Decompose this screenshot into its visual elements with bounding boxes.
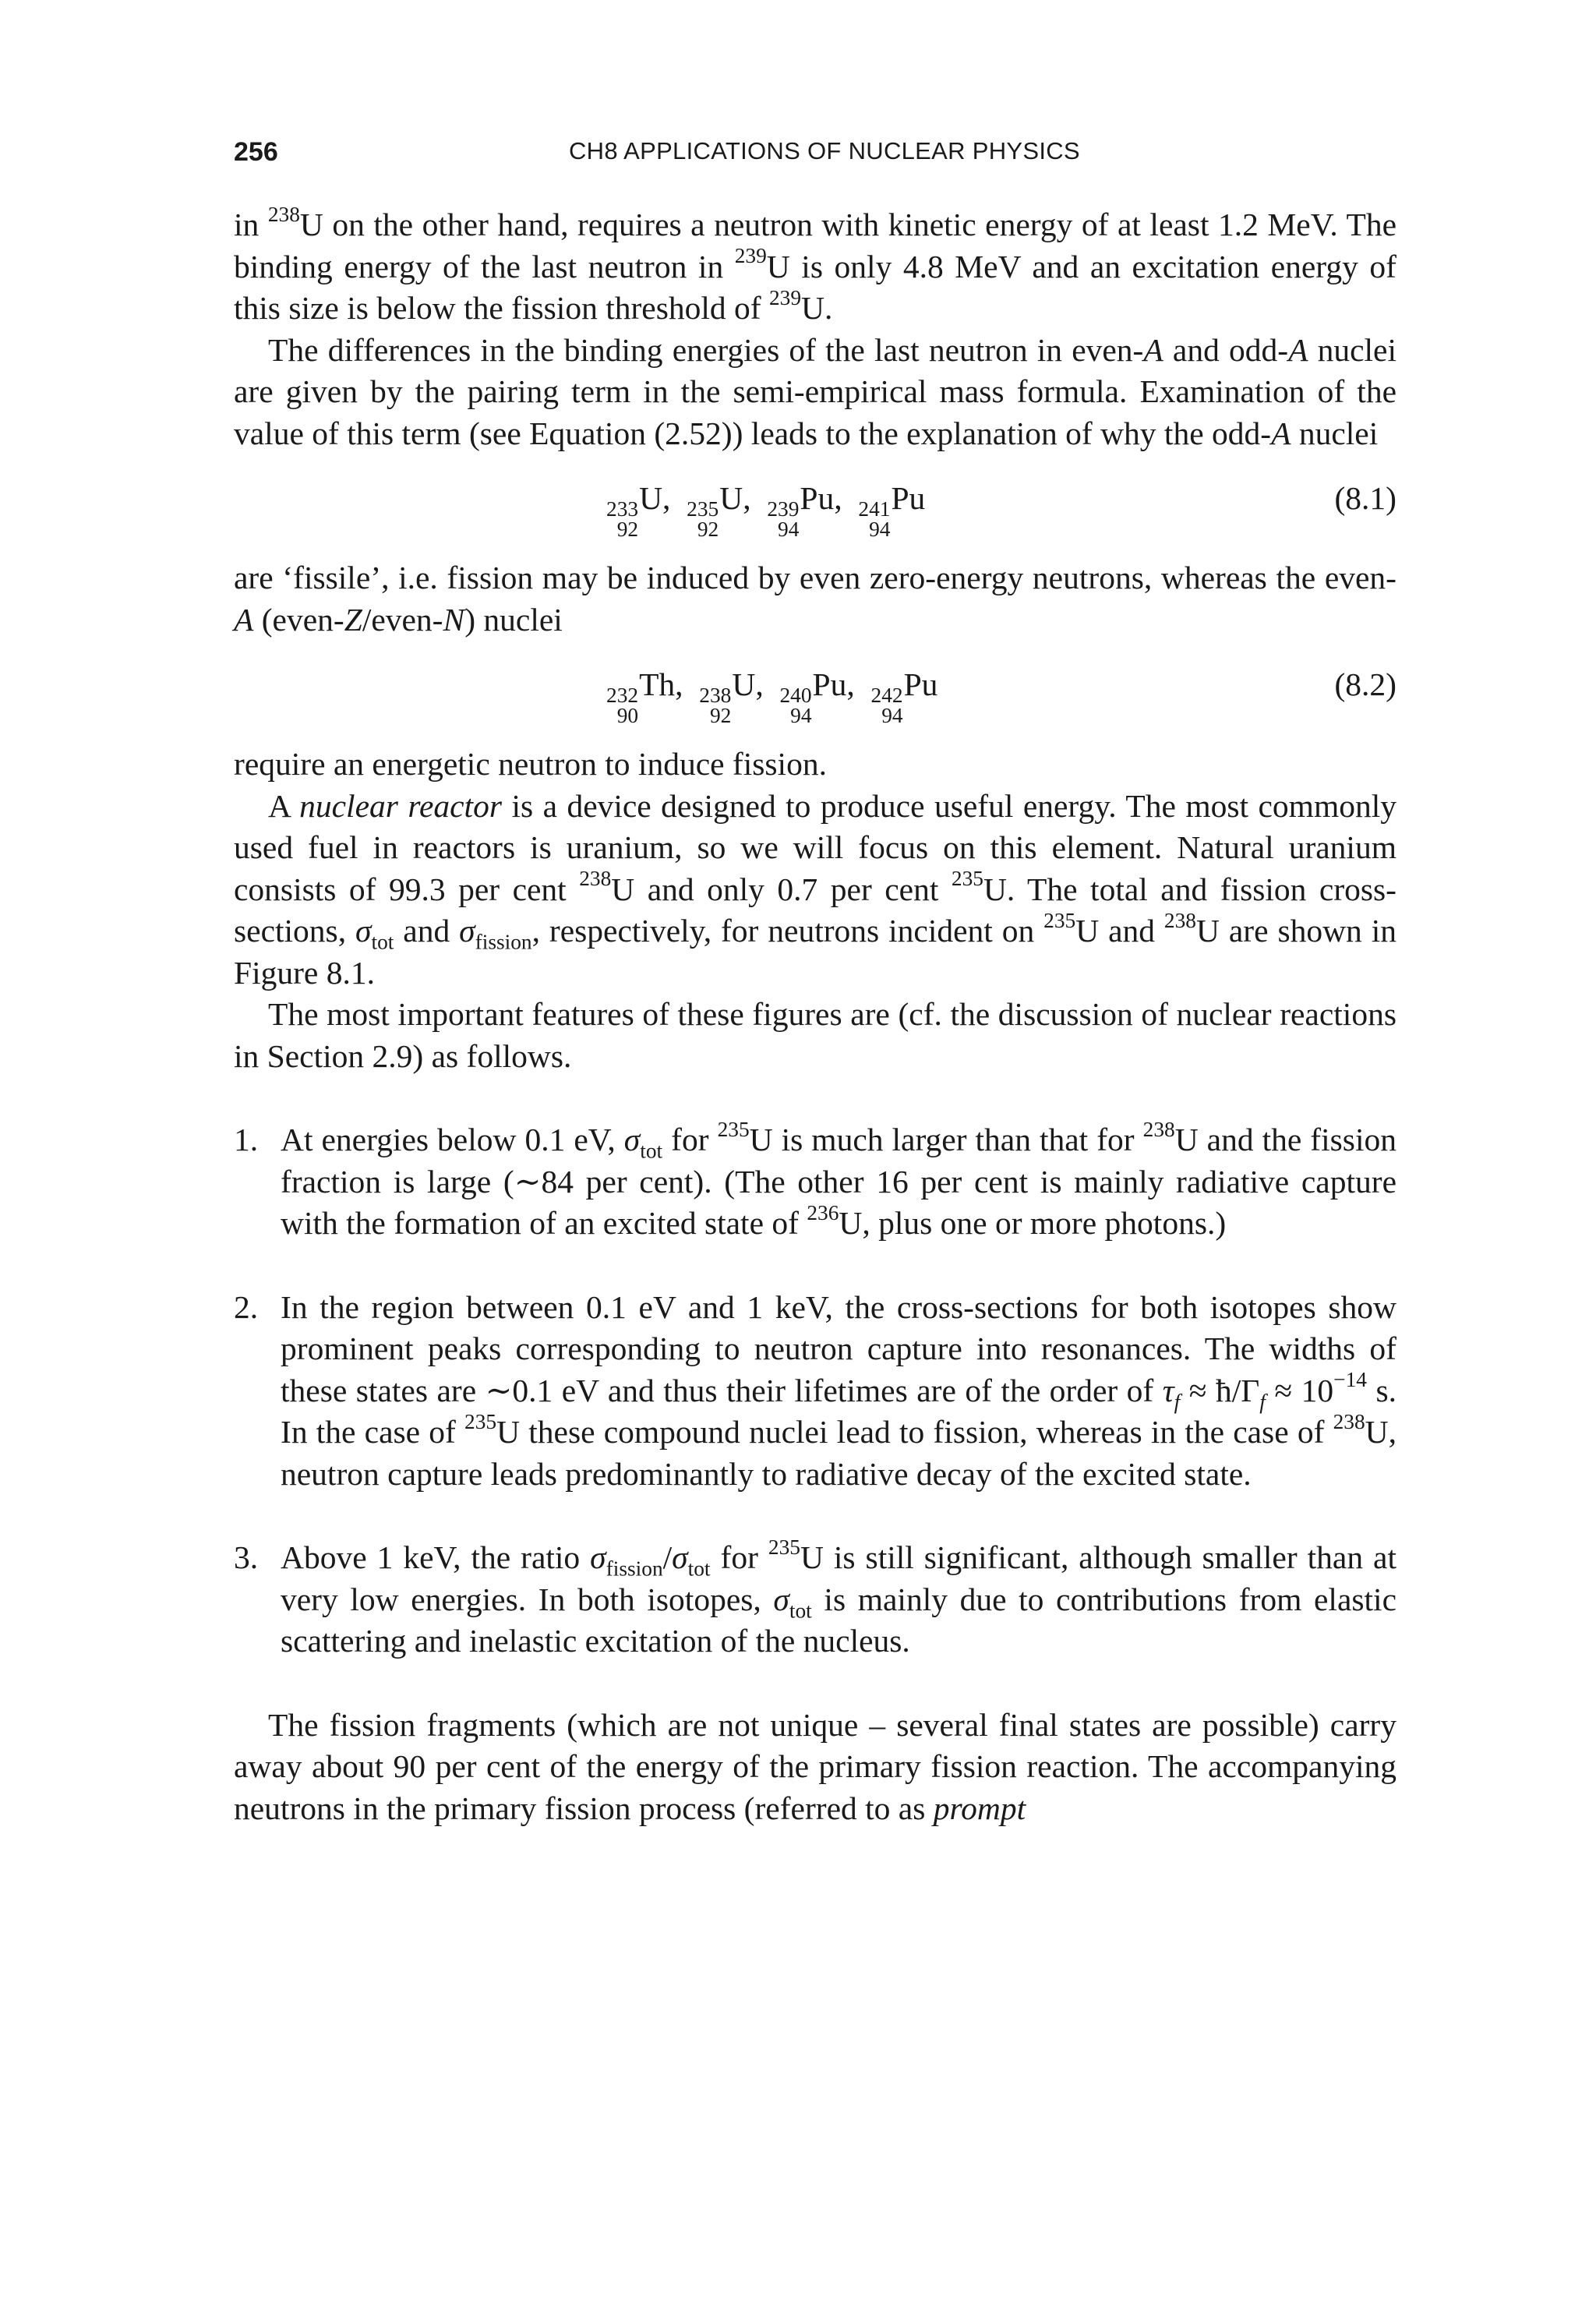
paragraph-4: require an energetic neutron to induce fission. [234,746,827,782]
nuclide-th232: 232 90 Th [606,666,676,727]
nuclide-pu239: 239 94 Pu [767,480,835,541]
nuclide-pu242: 242 94 Pu [870,666,938,727]
equation-8-2-body: 232 90 Th, 238 92 U, 240 94 Pu, 242 94 Pu [606,664,937,726]
paragraph-1: in $^{238}$U on the other hand, requires a neutron with kinetic energy of at least 1.2 MeV. The binding energy of the last neutron in $^{239}$U is only 4.8 MeV and an excitation energy of this size is below the fission threshold of $^{239}$U. [234,202,1397,326]
nuclide-pu240: 240 94 Pu [779,666,847,727]
body-text [234,204,1396,1829]
nuclide-u238: 238 92 U [699,666,756,727]
paragraph-5: A nuclear reactor is a device designed to produce useful energy. The most commonly used fuel in reactors is uranium, so we will focus on this element. Natural uranium consists of 99.3 per cent $^{238}$U and only 0.7 per cent $^{235}$U. The total and fission cross-sections, $\sigma_{tot}$ and $\sigma_{fission}$, respectively, for neutrons incident on $^{235}$U and $^{238}$U are shown in Figure 8.1. [234,787,1397,991]
paragraph-2: The differences in the binding energies of the last neutron in even-A and odd-A nuclei are given by the pairing term in the semi-empirical mass formula. Examination of the value of this term (see Equation (2.52)) leads to the explanation of why the odd-A nuclei [234,331,1397,451]
paragraph-7: The fission fragments (which are not unique – several final states are possible) carry away about 90 per cent of the energy of the primary fission reaction. The accompanying neutrons in the primary fission process (referred to as prompt [234,1706,1396,1826]
page-number: 256 [234,137,278,167]
equation-number: (8.1) [1334,480,1396,516]
numbered-list [234,1119,1396,1663]
paragraph-3: are ‘fissile’, i.e. fission may be induced by even zero-energy neutrons, whereas the even-A (even-Z/even-N) nuclei [234,560,1396,638]
page-header [234,137,1396,171]
list-item: 2. In the region between 0.1 eV and 1 keV, the cross-sections for both isotopes show prominent peaks corresponding to neutron capture into resonances. The widths of these states are ∼0.1 eV and thus their lifetimes are of the order of $\tau_f$ ≈ $ħ/\Gamma_f \approx 10^{-14}$ s. In the case of $^{235}$U these compound nuclei lead to fission, whereas in the case of $^{238}$U, neutron capture leads predominantly to radiative decay of the excited state. [234,1288,1396,1492]
list-item: 1. At energies below 0.1 eV, $\sigma_{tot}$ for $^{235}$U is much larger than that for $^{238}$U and the fission fraction is large (∼84 per cent). (The other 16 per cent is mainly radiative capture with the formation of an excited state of $^{236}$U, plus one or more photons.) [234,1117,1396,1241]
nuclide-u233: 233 92 U [606,480,663,541]
nuclide-pu241: 241 94 Pu [858,480,926,541]
equation-8-1-body: 233 92 U, 235 92 U, 239 94 Pu, 241 94 Pu [606,478,925,539]
equation-number: (8.2) [1334,666,1396,702]
equation-8-2 [234,664,1396,727]
paragraph-6: The most important features of these figures are (cf. the discussion of nuclear reactions in Section 2.9) as follows. [234,996,1396,1074]
running-head: CH8 APPLICATIONS OF NUCLEAR PHYSICS [569,137,1080,164]
list-item: 3. Above 1 keV, the ratio $\sigma_{fission}/\sigma_{tot}$ for $^{235}$U is still significant, although smaller than at very low energies. In both isotopes, $\sigma_{tot}$ is mainly due to contributions from elastic scattering and inelastic excitation of the nucleus. [234,1535,1396,1659]
nuclide-u235: 235 92 U [687,480,743,541]
equation-8-1 [234,478,1396,541]
